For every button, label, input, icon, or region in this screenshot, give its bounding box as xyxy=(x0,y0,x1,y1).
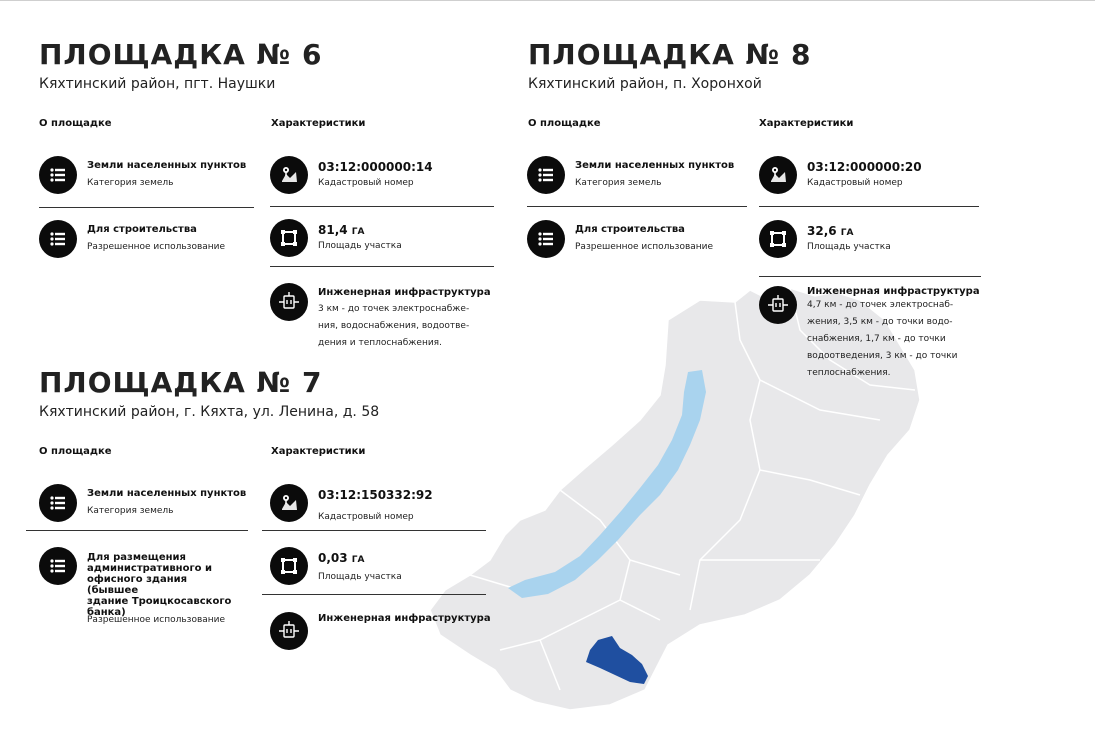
list-icon xyxy=(39,220,77,258)
site6-area-value: 81,4 ГА xyxy=(318,223,365,237)
site7-divider-right1 xyxy=(262,530,486,531)
site8-specs-heading: Характеристики xyxy=(759,118,854,129)
site7-area-sub: Площадь участка xyxy=(318,572,402,582)
site7-use-item xyxy=(39,547,249,631)
site8-cad-sub: Кадастровый номер xyxy=(807,178,903,188)
site7-cad-value: 03:12:150332:92 xyxy=(318,488,433,502)
site8-cad-item xyxy=(759,156,979,196)
site7-use-title: Для размещения административного и офисного здания (бывшее здание Троицкосавского банка) xyxy=(87,552,232,618)
list-icon xyxy=(527,220,565,258)
site6-divider-right1 xyxy=(270,206,494,207)
site7-use-sub: Разрешенное использование xyxy=(87,615,226,625)
site8-divider-left xyxy=(527,206,747,207)
list-icon xyxy=(39,156,77,194)
site7-cad-sub: Кадастровый номер xyxy=(318,512,414,522)
list-icon xyxy=(527,156,565,194)
site8-infra-item xyxy=(759,286,981,381)
site8-cad-value: 03:12:000000:20 xyxy=(807,160,922,174)
site6-infra-desc: 3 км - до точек электроснабже- ния, водоснабжения, водоотве- дения и теплоснабжения. xyxy=(318,304,470,348)
site6-divider-left xyxy=(39,207,254,208)
plug-icon xyxy=(270,612,308,650)
list-icon xyxy=(39,484,77,522)
site8-address: Кяхтинский район, п. Хоронхой xyxy=(528,76,762,92)
site6-infra-item xyxy=(270,283,494,348)
site6-land-sub: Категория земель xyxy=(87,178,174,188)
site6-specs-heading: Характеристики xyxy=(271,118,366,129)
site6-infra-title: Инженерная инфраструктура xyxy=(318,287,491,298)
site6-divider-right2 xyxy=(270,266,494,267)
site6-area-item xyxy=(270,219,494,259)
site7-cad-item xyxy=(270,484,486,524)
area-frame-icon xyxy=(270,219,308,257)
site7-area-value: 0,03 ГА xyxy=(318,551,365,565)
site6-about-heading: О площадке xyxy=(39,118,112,129)
site8-about-heading: О площадке xyxy=(528,118,601,129)
site6-title: ПЛОЩАДКА № 6 xyxy=(39,38,323,71)
area-frame-icon xyxy=(270,547,308,585)
site8-land-title: Земли населенных пунктов xyxy=(575,160,735,171)
site8-divider-right2 xyxy=(759,276,981,277)
site8-use-item xyxy=(527,220,747,260)
site7-area-item xyxy=(270,547,486,587)
site7-title: ПЛОЩАДКА № 7 xyxy=(39,366,323,399)
site8-land-sub: Категория земель xyxy=(575,178,662,188)
plug-icon xyxy=(270,283,308,321)
site8-divider-right1 xyxy=(759,206,979,207)
site6-cad-item xyxy=(270,156,494,196)
map-pin-icon xyxy=(759,156,797,194)
site8-infra-desc: 4,7 км - до точек электроснаб- жения, 3,5 км - до точки водо- снабжения, 1,7 км - до точки водоотведения, 3 км - до точки теплоснабжения. xyxy=(807,300,958,378)
map-pin-icon xyxy=(270,484,308,522)
site6-use-sub: Разрешенное использование xyxy=(87,242,226,252)
site6-area-sub: Площадь участка xyxy=(318,241,402,251)
site8-infra-title: Инженерная инфраструктура xyxy=(807,286,980,297)
site6-land-title: Земли населенных пунктов xyxy=(87,160,247,171)
site7-infra-item xyxy=(270,612,491,652)
plug-icon xyxy=(759,286,797,324)
site8-title: ПЛОЩАДКА № 8 xyxy=(528,38,812,71)
site6-use-title: Для строительства xyxy=(87,224,197,235)
site7-land-item xyxy=(39,484,249,524)
site7-about-heading: О площадке xyxy=(39,446,112,457)
site8-use-title: Для строительства xyxy=(575,224,685,235)
site6-address: Кяхтинский район, пгт. Наушки xyxy=(39,76,276,92)
site7-divider-left xyxy=(26,530,248,531)
site8-area-item xyxy=(759,220,979,260)
site6-cad-value: 03:12:000000:14 xyxy=(318,160,433,174)
site7-land-title: Земли населенных пунктов xyxy=(87,488,247,499)
site7-infra-title: Инженерная инфраструктура xyxy=(318,613,491,624)
site8-area-sub: Площадь участка xyxy=(807,242,891,252)
site7-land-sub: Категория земель xyxy=(87,506,174,516)
site7-specs-heading: Характеристики xyxy=(271,446,366,457)
site8-land-item xyxy=(527,156,747,196)
site6-use-item xyxy=(39,220,254,260)
site8-use-sub: Разрешенное использование xyxy=(575,242,714,252)
area-frame-icon xyxy=(759,220,797,258)
map-pin-icon xyxy=(270,156,308,194)
site7-divider-right2 xyxy=(262,594,486,595)
site7-address: Кяхтинский район, г. Кяхта, ул. Ленина, д. 58 xyxy=(39,404,380,420)
list-icon xyxy=(39,547,77,585)
site6-cad-sub: Кадастровый номер xyxy=(318,178,414,188)
site8-area-value: 32,6 ГА xyxy=(807,224,854,238)
site6-land-item xyxy=(39,156,254,196)
